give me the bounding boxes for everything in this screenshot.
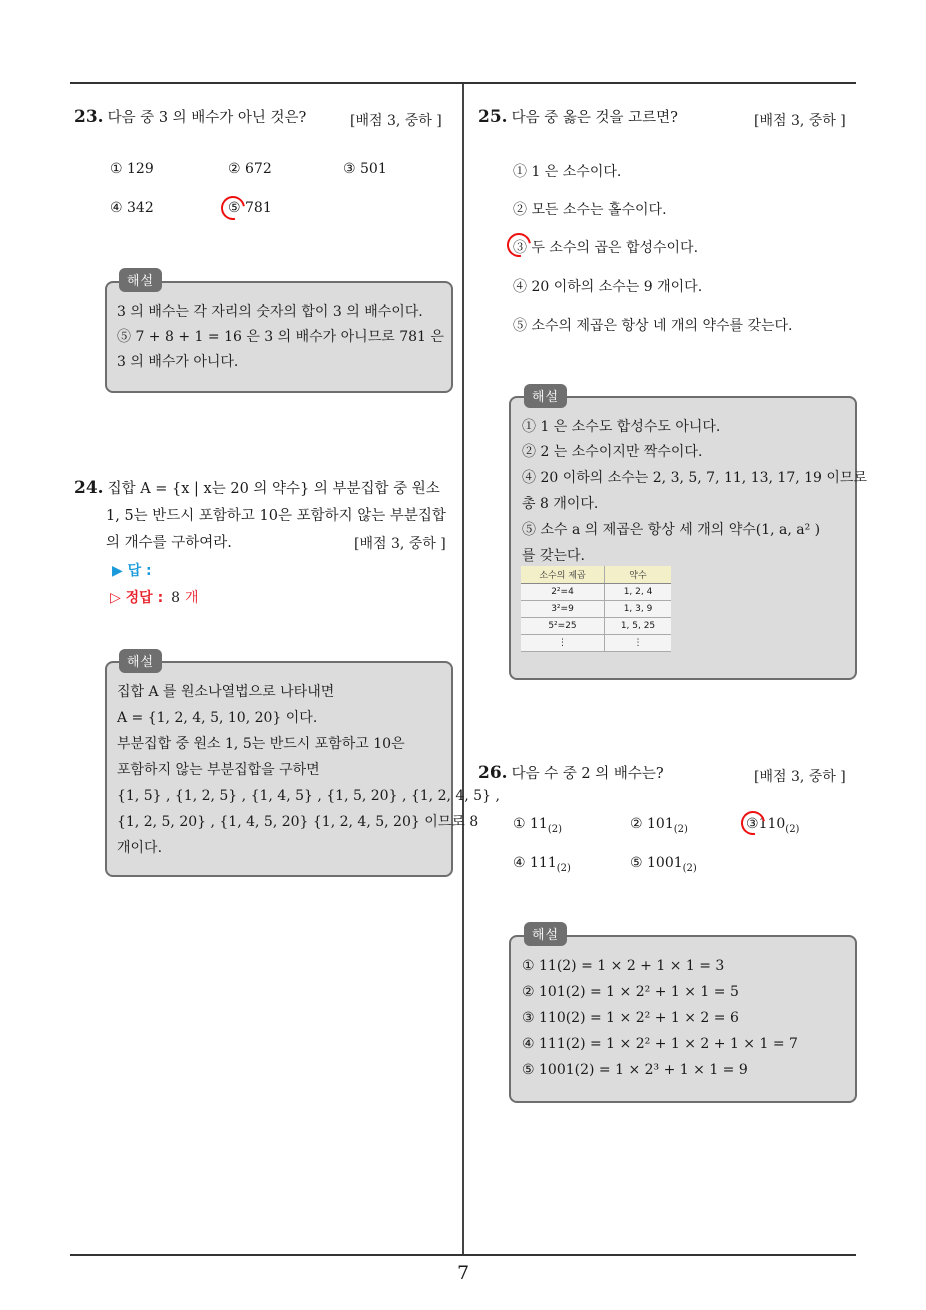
question-24-heading	[74, 477, 440, 498]
explanation-line: ② 101(2) = 1 × 2² + 1 × 1 = 5	[522, 984, 739, 1000]
explanation-tag: 해설	[524, 384, 567, 408]
base-subscript: (2)	[673, 823, 688, 835]
score-meta: [배점 3, 중하 ]	[754, 769, 846, 785]
column-divider	[462, 84, 464, 1255]
choice-2-value: ② 101	[630, 816, 674, 832]
choice-1[interactable]: ① 1 은 소수이다.	[513, 164, 622, 180]
correct-label: ▷ 정답 :	[110, 590, 164, 606]
score-meta: [배점 3, 중하 ]	[354, 536, 446, 552]
explanation-line: ③ 110(2) = 1 × 2² + 1 × 2 = 6	[522, 1010, 739, 1026]
choice-3[interactable]	[513, 237, 698, 257]
explanation-line: A = {1, 2, 4, 5, 10, 20} 이다.	[117, 710, 318, 726]
divisors-table	[521, 566, 671, 652]
explanation-line: ⑤ 1001(2) = 1 × 2³ + 1 × 1 = 9	[522, 1062, 748, 1078]
table-cell: ⋮	[605, 635, 672, 652]
table-cell: 2²=4	[521, 584, 605, 601]
choice-2[interactable]: ② 672	[228, 161, 272, 177]
answer-circle-mark	[216, 191, 249, 224]
question-number: 24.	[74, 478, 104, 498]
explanation-line: ④ 20 이하의 소수는 2, 3, 5, 7, 11, 13, 17, 19 이므로	[522, 470, 867, 486]
choice-3-symbol: ③	[513, 240, 527, 256]
explanation-line: 를 갖는다.	[522, 548, 585, 564]
table-cell: ⋮	[521, 635, 605, 652]
choice-3-symbol: ③	[746, 816, 759, 832]
table-row	[521, 584, 671, 601]
question-number: 23.	[74, 107, 104, 127]
choice-3-value: 110	[758, 816, 786, 832]
correct-unit: 개	[184, 590, 199, 606]
question-23-heading	[74, 106, 306, 127]
score-meta: [배점 3, 중하 ]	[754, 113, 846, 129]
choice-1[interactable]	[513, 816, 562, 835]
question-26-heading	[478, 762, 664, 783]
table-header: 소수의 제곱	[521, 566, 605, 584]
table-cell: 1, 2, 4	[605, 584, 672, 601]
question-number: 26.	[478, 763, 508, 783]
base-subscript: (2)	[556, 862, 571, 874]
explanation-line: ② 2 는 소수이지만 짝수이다.	[522, 444, 703, 460]
explanation-line: ⑤ 소수 a 의 제곱은 항상 세 개의 약수(1, a, a² )	[522, 522, 821, 538]
explanation-line: 3 의 배수가 아니다.	[117, 354, 239, 370]
table-header-row	[521, 566, 671, 584]
choice-5[interactable]: ⑤ 소수의 제곱은 항상 네 개의 약수를 갖는다.	[513, 318, 793, 334]
choice-2[interactable]: ② 모든 소수는 홀수이다.	[513, 202, 667, 218]
answer-label: ▶ 답 :	[112, 563, 152, 579]
explanation-line: 포함하지 않는 부분집합을 구하면	[117, 762, 320, 778]
table-cell: 5²=25	[521, 618, 605, 635]
choice-3-text: 두 소수의 곱은 합성수이다.	[531, 240, 699, 256]
choice-1[interactable]: ① 129	[110, 161, 154, 177]
question-text-line: 의 개수를 구하여라.	[106, 535, 232, 551]
table-cell: 1, 5, 25	[605, 618, 672, 635]
question-text: 다음 중 옳은 것을 고르면?	[511, 110, 678, 126]
score-meta: [배점 3, 중하 ]	[350, 113, 442, 129]
table-cell: 1, 3, 9	[605, 601, 672, 618]
choice-4[interactable]	[513, 855, 571, 874]
base-subscript: (2)	[547, 823, 562, 835]
choice-5[interactable]	[630, 855, 697, 874]
choice-5-value: ⑤ 1001	[630, 855, 683, 871]
explanation-line: ④ 111(2) = 1 × 2² + 1 × 2 + 1 × 1 = 7	[522, 1036, 798, 1052]
explanation-line: 부분집합 중 원소 1, 5는 반드시 포함하고 10은	[117, 736, 405, 752]
explanation-line: 개이다.	[117, 840, 163, 856]
bottom-rule	[70, 1254, 856, 1256]
choice-1-value: ① 11	[513, 816, 548, 832]
choice-5-symbol: ⑤	[228, 200, 241, 216]
choice-4[interactable]: ④ 342	[110, 200, 154, 216]
choice-4[interactable]: ④ 20 이하의 소수는 9 개이다.	[513, 279, 703, 295]
correct-value: 8	[171, 590, 181, 606]
table-header: 약수	[605, 566, 672, 584]
choice-2[interactable]	[630, 816, 688, 835]
explanation-tag: 해설	[524, 922, 567, 946]
question-text: 집합 A = {x | x는 20 의 약수} 의 부분집합 중 원소	[107, 481, 440, 497]
explanation-line: 3 의 배수는 각 자리의 숫자의 합이 3 의 배수이다.	[117, 304, 423, 320]
choice-3[interactable]: ③ 501	[343, 161, 387, 177]
explanation-line: 총 8 개이다.	[522, 496, 599, 512]
explanation-line: ① 11(2) = 1 × 2 + 1 × 1 = 3	[522, 958, 725, 974]
explanation-line: {1, 2, 5, 20} , {1, 4, 5, 20} {1, 2, 4, 5, 20} 이므로 8	[117, 814, 479, 830]
explanation-line: {1, 5} , {1, 2, 5} , {1, 4, 5} , {1, 5, 20} , {1, 2, 4, 5} ,	[117, 788, 500, 804]
explanation-tag: 해설	[119, 649, 162, 673]
explanation-line: 집합 A 를 원소나열법으로 나타내면	[117, 684, 335, 700]
choice-4-value: ④ 111	[513, 855, 557, 871]
choice-5-value: 781	[245, 200, 272, 216]
table-row	[521, 635, 671, 652]
explanation-tag: 해설	[119, 268, 162, 292]
table-row	[521, 618, 671, 635]
page-number: 7	[456, 1262, 470, 1284]
question-text: 다음 수 중 2 의 배수는?	[511, 766, 664, 782]
base-subscript: (2)	[785, 823, 800, 835]
base-subscript: (2)	[682, 862, 697, 874]
question-text: 다음 중 3 의 배수가 아닌 것은?	[107, 110, 307, 126]
explanation-line: ⑤ 7 + 8 + 1 = 16 은 3 의 배수가 아니므로 781 은	[117, 329, 444, 345]
table-cell: 3²=9	[521, 601, 605, 618]
explanation-line: ① 1 은 소수도 합성수도 아니다.	[522, 419, 721, 435]
question-25-heading	[478, 106, 678, 127]
table-row	[521, 601, 671, 618]
question-number: 25.	[478, 107, 508, 127]
question-text-line: 1, 5는 반드시 포함하고 10은 포함하지 않는 부분집합	[106, 508, 446, 524]
correct-answer	[110, 587, 199, 607]
